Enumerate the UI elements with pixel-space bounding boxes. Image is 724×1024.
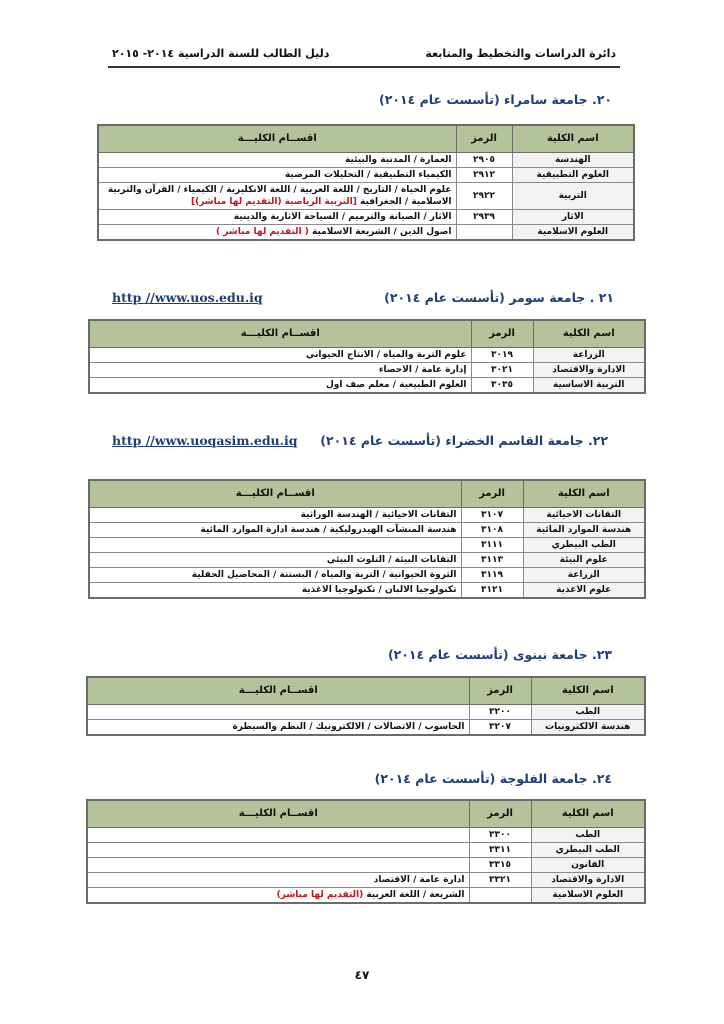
college-name: هندسة الموارد المائية [523,523,645,538]
college-code [469,888,531,904]
table-row [89,348,645,363]
college-departments [87,843,469,858]
college-name: العلوم الاسلامية [531,888,645,904]
college-code: ٣١٠٨ [461,523,523,538]
table-row [87,705,645,720]
table-row [87,858,645,873]
university-table [97,124,635,241]
college-departments: الحاسوب / الاتصالات / الالكترونيك / النظم والسيطرة [87,720,469,736]
direct-admission-note: (التقديم لها مباشر) [276,890,364,900]
college-departments [87,873,469,888]
university-table [88,479,646,599]
college-departments [98,168,456,183]
column-header-departments: اقســام الكليـــة [98,125,456,153]
page-number: ٤٧ [354,968,370,982]
university-website-link[interactable]: http //www.uos.edu.iq [112,290,263,305]
college-name: العلوم التطبيقية [512,168,634,183]
table-header-row [87,800,645,828]
column-header-college: اسم الكلية [533,320,645,348]
college-code: ٣٣١٥ [469,858,531,873]
departments-text: علوم الحياة / التاريخ / اللغة العربية / اللغة الانكليزية / الكيمياء / القرآن والتربية الاسلامية / الجغرافية [107,185,452,207]
column-header-code: الرمز [456,125,512,153]
college-name: الزراعة [523,568,645,583]
table-row [89,568,645,583]
column-header-college: اسم الكلية [531,677,645,705]
college-name: الادارة والاقتصاد [531,873,645,888]
departments-text: الكيمياء التطبيقية / التحليلات المرضية [284,170,452,180]
college-departments: الثروة الحيوانية / التربة والمياه / البستنة / المحاصيل الحقلية [89,568,461,583]
column-header-code: الرمز [469,800,531,828]
college-code: ٢٩٣٩ [456,210,512,225]
column-header-college: اسم الكلية [531,800,645,828]
college-code [456,225,512,241]
departments-text: العمارة / المدنية والبيئية [344,155,452,165]
college-name: التربية [512,183,634,210]
section-title: ٢٣. جامعة نينوى (تأسست عام ٢٠١٤) [387,647,612,662]
table-header-row [87,677,645,705]
college-name: علوم الاغذية [523,583,645,599]
college-name: الزراعة [533,348,645,363]
college-name: الادارة والاقتصاد [533,363,645,378]
section-title: ٢٠. جامعة سامراء (تأسست عام ٢٠١٤) [378,92,612,107]
college-departments [98,210,456,225]
college-code: ٣٣١١ [469,843,531,858]
section-title: ٢٤. جامعة الفلوجة (تأسست عام ٢٠١٤) [374,771,612,786]
college-departments: التقانات البيئة / التلوث البيئي [89,553,461,568]
table-row [89,363,645,378]
college-code: ٢٩١٢ [456,168,512,183]
table-header-row [98,125,634,153]
header-guide-title: دليل الطالب للسنة الدراسية ٢٠١٤- ٢٠١٥ [112,47,330,60]
college-code: ٣١١٣ [461,553,523,568]
college-name: الطب [531,828,645,843]
direct-admission-note: [التربية الرياضية (التقديم لها مباشر)] [190,197,357,207]
college-departments: علوم التربة والمياه / الانتاج الحيواني [89,348,471,363]
college-name: الطب [531,705,645,720]
college-name: هندسة الالكترونيات [531,720,645,736]
table-row [89,583,645,599]
table-row [89,523,645,538]
college-code: ٣٢٠٧ [469,720,531,736]
departments-text: الاثار / الصيانة والترميم / السياحة الاثارية والدينية [233,212,452,222]
column-header-departments: اقســام الكليـــة [89,320,471,348]
college-departments: إدارة عامة / الاحصاء [89,363,471,378]
departments-text: اصول الدين / الشريعة الاسلامية [308,227,452,237]
college-departments [98,225,456,241]
college-name: الطب البيطري [523,538,645,553]
college-code: ٣٣٢١ [469,873,531,888]
page-header [108,44,620,68]
college-name: الاثار [512,210,634,225]
college-code: ٣١١١ [461,538,523,553]
college-departments [87,828,469,843]
university-table [86,799,646,904]
column-header-college: اسم الكلية [512,125,634,153]
column-header-departments: اقســام الكليـــة [89,480,461,508]
table-row [89,378,645,394]
table-header-row [89,320,645,348]
column-header-code: الرمز [471,320,533,348]
university-table [86,676,646,736]
table-row [89,508,645,523]
college-departments [98,183,456,210]
college-name: القانون [531,858,645,873]
college-departments [87,858,469,873]
column-header-code: الرمز [469,677,531,705]
college-departments: العلوم الطبيعية / معلم صف اول [89,378,471,394]
college-name: علوم البيئة [523,553,645,568]
college-code: ٣٣٠٠ [469,828,531,843]
university-table [88,319,646,394]
college-name: الطب البيطري [531,843,645,858]
table-row [98,225,634,241]
table-row [87,873,645,888]
college-departments: هندسة المنشآت الهيدروليكية / هندسة ادارة الموارد المائية [89,523,461,538]
college-code: ٣٠٢١ [471,363,533,378]
university-website-link[interactable]: http //www.uoqasim.edu.iq [112,433,298,448]
college-code: ٣١٠٧ [461,508,523,523]
column-header-code: الرمز [461,480,523,508]
college-departments: التقانات الاحيائية / الهندسة الوراثية [89,508,461,523]
college-departments [87,705,469,720]
college-code: ٣٢٠٠ [469,705,531,720]
table-row [98,210,634,225]
college-name: التقانات الاحيائية [523,508,645,523]
section-title: ٢١ . جامعة سومر (تأسست عام ٢٠١٤) [384,290,614,305]
college-code: ٣١٢١ [461,583,523,599]
table-row [98,183,634,210]
section-title: ٢٢. جامعة القاسم الخضراء (تأسست عام ٢٠١٤) [320,433,608,448]
college-name: العلوم الاسلامية [512,225,634,241]
table-row [98,168,634,183]
college-code: ٣١١٩ [461,568,523,583]
departments-text: الشريعة / اللغة العربية [363,890,465,900]
college-departments: تكنولوجيا الالبان / تكنولوجيا الاغذية [89,583,461,599]
college-code: ٣٠٣٥ [471,378,533,394]
table-header-row [89,480,645,508]
column-header-departments: اقســام الكليـــة [87,677,469,705]
direct-admission-note: ( التقديم لها مباشر ) [216,227,309,237]
college-departments [87,888,469,904]
college-name: التربية الاساسية [533,378,645,394]
header-department: دائرة الدراسات والتخطيط والمتابعة [425,47,616,60]
college-code: ٣٠١٩ [471,348,533,363]
table-row [87,888,645,904]
table-row [89,553,645,568]
table-row [87,843,645,858]
college-departments [98,153,456,168]
departments-text: ادارة عامة / الاقتصاد [373,875,465,885]
column-header-departments: اقســام الكليـــة [87,800,469,828]
college-name: الهندسة [512,153,634,168]
table-row [87,720,645,736]
table-row [98,153,634,168]
table-row [89,538,645,553]
table-row [87,828,645,843]
college-code: ٢٩٢٢ [456,183,512,210]
column-header-college: اسم الكلية [523,480,645,508]
college-departments [89,538,461,553]
college-code: ٢٩٠٥ [456,153,512,168]
